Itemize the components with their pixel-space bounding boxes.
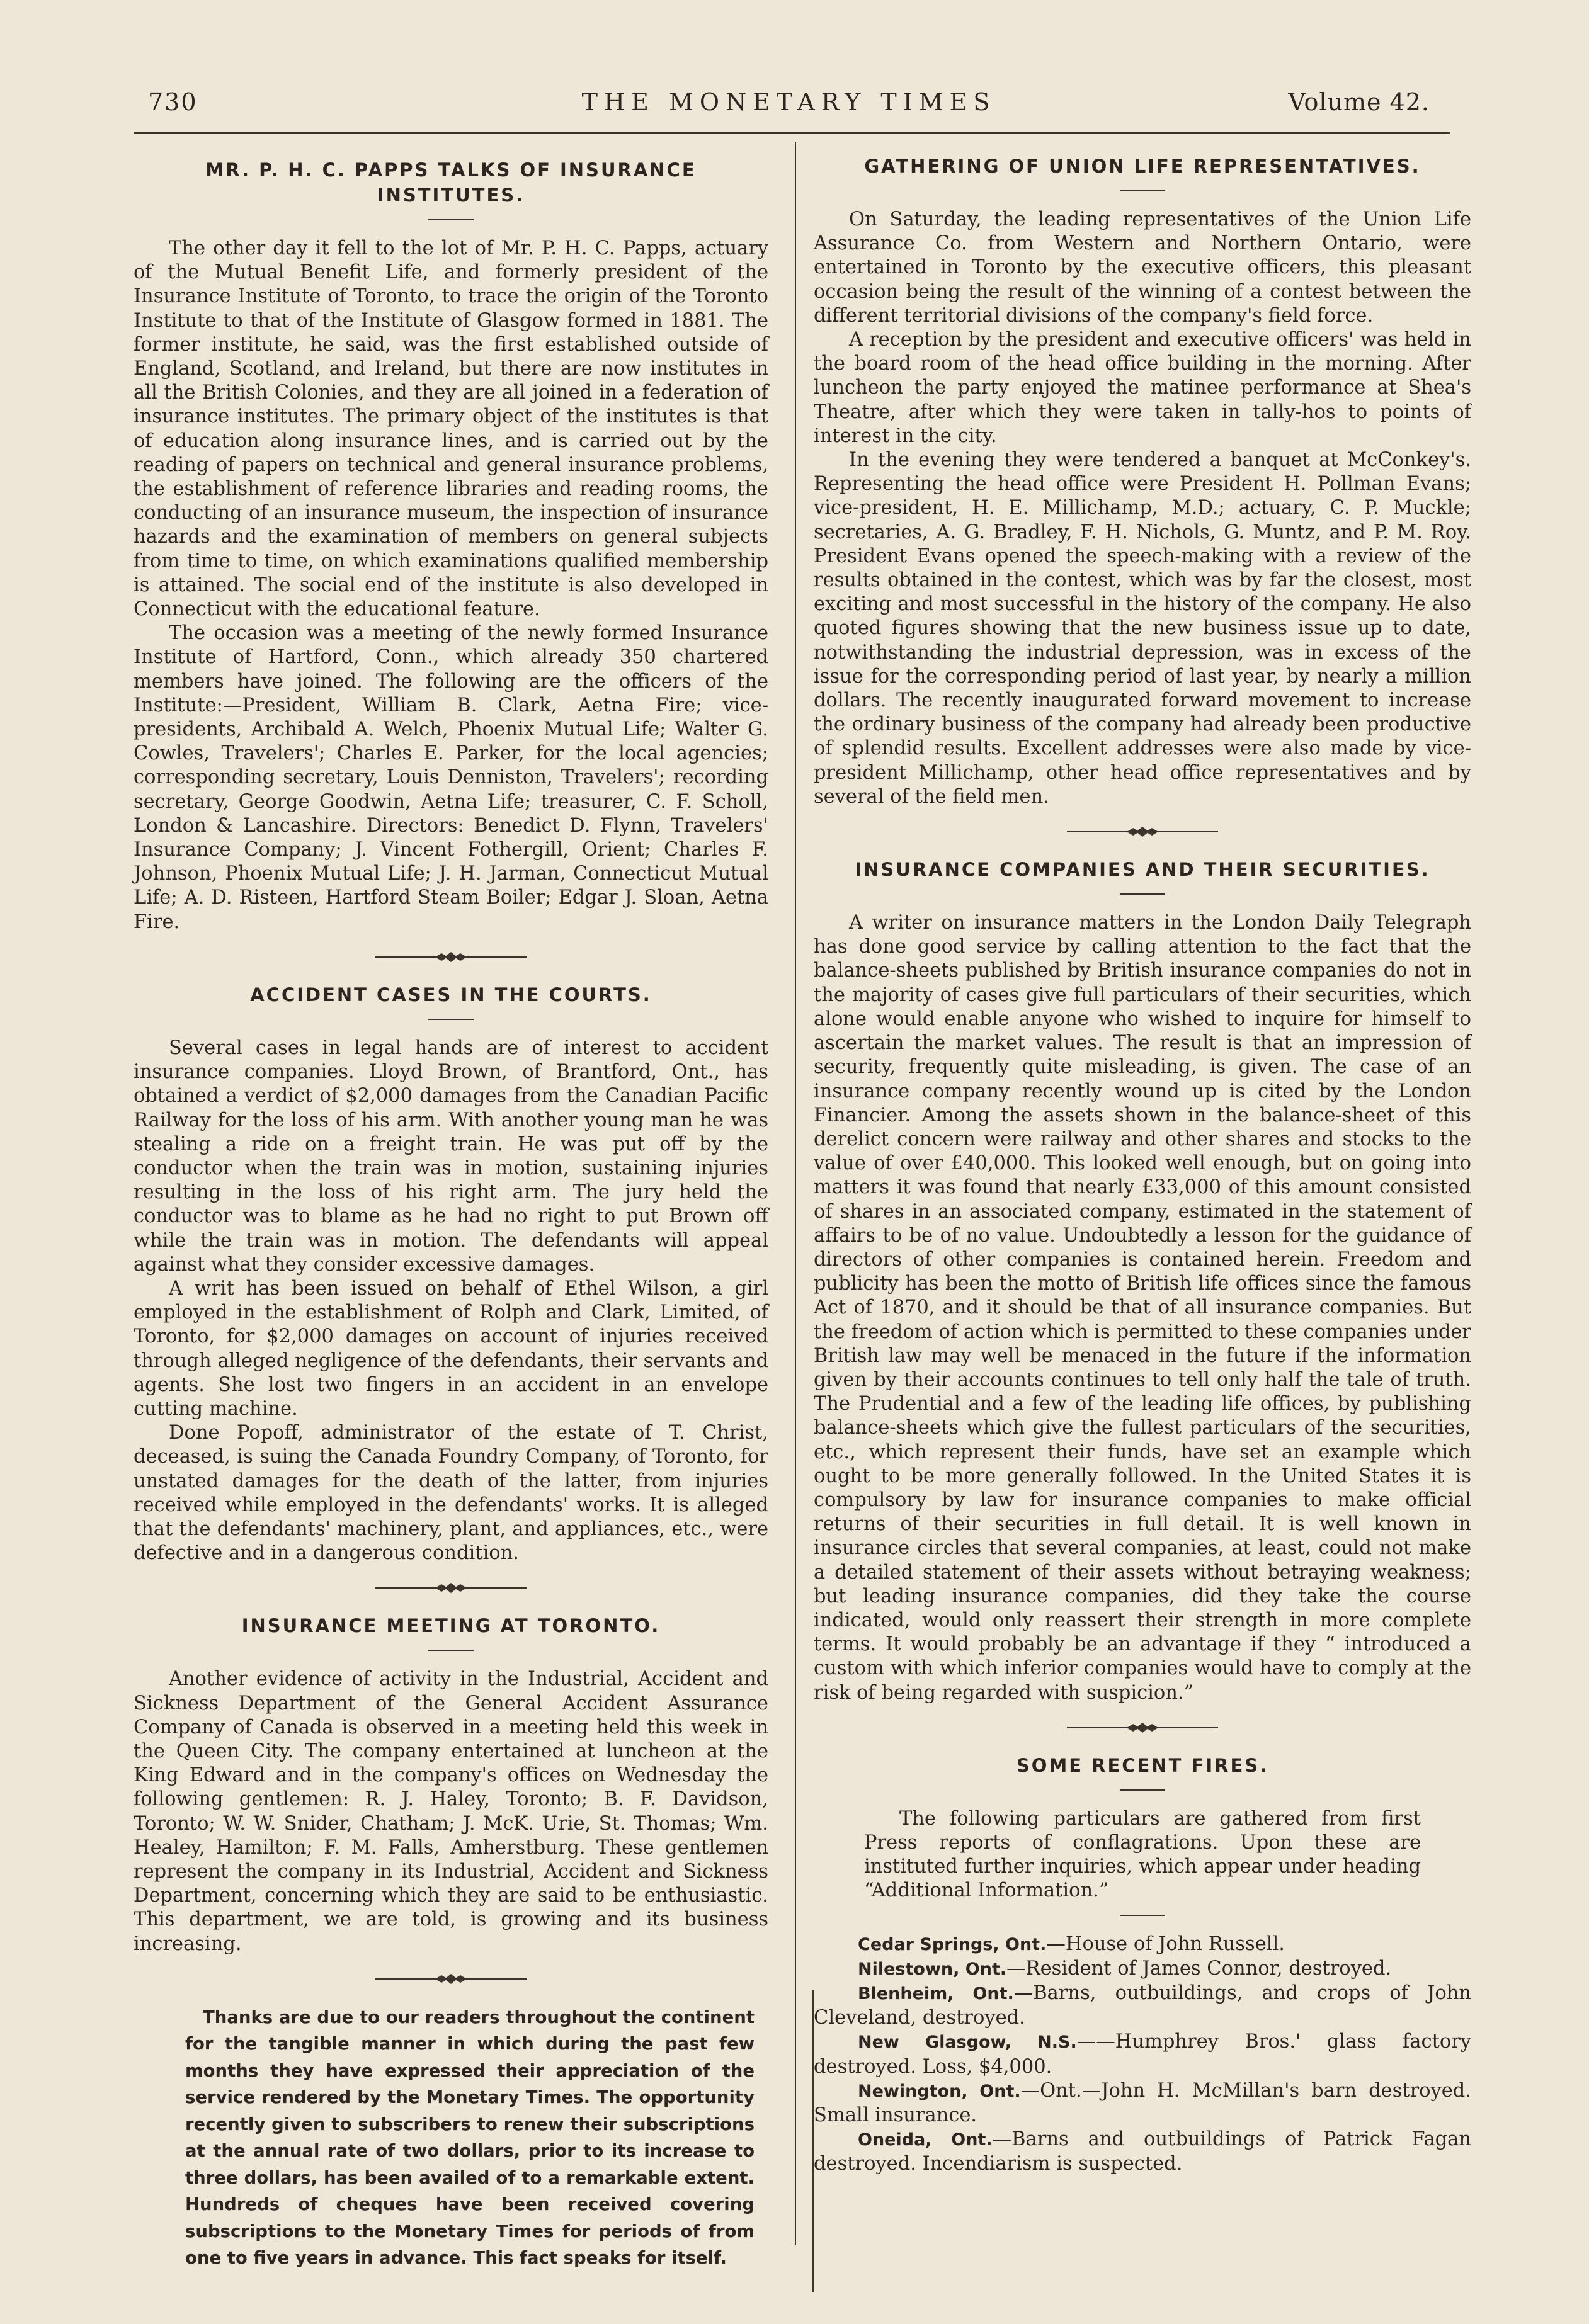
paragraph: Done Popoff, administrator of the estate of T. Christ, deceased, is suing the Canada Foundry Company, of Toronto, for unstated damages for the death of the latter, from injuries received while employed in the defendants' works. It is alleged that the defendants' machinery, plant, and appliances, etc., were defective and in a dangerous condition. — [134, 1422, 768, 1565]
ornament-divider — [1067, 1715, 1218, 1740]
fire-place: Blenheim, Ont. — [858, 1984, 1014, 2004]
publication-title: THE MONETARY TIMES — [581, 88, 996, 116]
header-rule — [134, 132, 1450, 134]
article-title: ACCIDENT CASES IN THE COURTS. — [250, 983, 652, 1006]
article-title: INSURANCE COMPANIES AND THEIR SECURITIES. — [855, 859, 1430, 881]
paragraph: Another evidence of activity in the Industrial, Accident and Sickness Department of the General Accident Assurance Company of Canada is observed in a meeting held this week in the Queen City. The company entertained at luncheon at the King Edward and in the company's offices on Wednesday the following gentlemen: R. J. Haley, Toronto; B. F. Davidson, Toronto; W. W. Snider, Chatham; J. McK. Urie, St. Thomas; Wm. Healey, Hamilton; F. M. Falls, Amherstburg. These gentlemen represent the company in its Industrial, Accident and Sickness Department, concerning which they are said to be enthusiastic. This department, we are told, is growing and its business increasing. — [134, 1668, 768, 1955]
left-column — [134, 151, 768, 2292]
paragraph: A writer on insurance matters in the London Daily Telegraph has done good service by calling attention to the fact that the balance-sheets published by British insurance companies do not in the majority of cases give full particulars of their securities, which alone would enable anyone who wished to inquire for himself to ascertain the market values. The result is that an impression of security, frequently quite misleading, is given. The case of an insurance company recently wound up is cited by the London Financier. Among the assets shown in the balance-sheet of this derelict concern were railway and other shares and stocks to the value of over £40,000. This looked well enough, but on going into matters it was found that nearly £33,000 of this amount consisted of shares in an associated company, estimated in the statement of affairs to be of no value. Undoubtedly a lesson for the guidance of directors of other companies is contained herein. Freedom and publicity has been the motto of British life offices since the famous Act of 1870, and it should be that of all insurance companies. But the freedom of action which is permitted to these companies under British law may well be menaced in the future if the information given by their accounts continues to tell only half the tale of truth. The Prudential and a few of the leading life offices, by publishing balance-sheets which give the fullest particulars of the securities, etc., which represent their funds, have set an example which ought to be more generally followed. In the United States it is compulsory by law for insurance companies to make official returns of their securities in full detail. It is well known in insurance circles that several companies, at least, could not make a detailed statement of their assets without betraying weakness; but leading insurance companies, did they take the course indicated, would only reassert their strength in more complete terms. It would probably be an advantage if they “ introduced a custom with which inferior companies would have to comply at the risk of being regarded with suspicion.” — [814, 912, 1471, 1704]
fire-place: Nilestown, Ont. — [858, 1959, 1007, 1979]
volume-label: Volume 42. — [1288, 88, 1430, 116]
fire-detail: —Barns and outbuildings of Patrick Fagan destroyed. Incendiarism is suspected. — [814, 2128, 1471, 2175]
list-item — [814, 1981, 1471, 2030]
paragraph: In the evening they were tendered a banquet at McConkey's. Representing the head office were President H. Pollman Evans; vice-president, H. E. Millichamp, M.D.; actuary, C. P. Muckle; secretaries, A. G. Bradley, F. H. Nichols, G. Muntz, and P. M. Roy. President Evans opened the speech-making with a review of the results obtained in the contest, which was by far the closest, most exciting and most successful in the history of the company. He also quoted figures showing that the new business issue up to date, notwithstanding the industrial depression, was in excess of the issue for the corresponding period of last year, by nearly a million dollars. The recently inaugurated forward movement to increase the ordinary business of the company had already been productive of splendid results. Excellent addresses were also made by vice-president Millichamp, other head office representatives and by several of the field men. — [814, 449, 1471, 808]
paragraph: A writ has been issued on behalf of Ethel Wilson, a girl employed in the establishment of Rolph and Clark, Limited, of Toronto, for $2,000 damages on account of injuries received through alleged negligence of the defendants, their servants and agents. She lost two fingers in an accident in an envelope cutting machine. — [134, 1277, 768, 1420]
title-rule — [428, 219, 474, 220]
title-rule — [1120, 1915, 1165, 1916]
fires-list — [814, 1932, 1471, 2177]
subscription-notice: Thanks are due to our readers throughout the continent for the tangible manner in which during the past few months they have expressed their appreciation of the service rendered by the Monetary Times. The opportunity recently given to subscribers to renew their subscriptions at the annual rate of two dollars, prior to its increase to three dollars, has been availed of to a remarkable extent. Hundreds of cheques have been received covering subscriptions to the Monetary Times for periods of from one to five years in advance. This fact speaks for itself. — [185, 2007, 755, 2269]
list-item — [814, 2079, 1471, 2128]
fire-detail: ——Humphrey Bros.' glass factory destroyed. Loss, $4,000. — [814, 2031, 1471, 2078]
paragraph: A reception by the president and executive officers' was held in the board room of the head office building in the morning. After luncheon the party enjoyed the matinee performance at Shea's Theatre, after which they were taken in tally-hos to points of interest in the city. — [814, 329, 1471, 447]
fires-bracket — [812, 1990, 814, 2292]
ornament-divider — [375, 1575, 527, 1601]
paragraph: Several cases in legal hands are of interest to accident insurance companies. Lloyd Brown, of Brantford, Ont., has obtained a verdict of $2,000 damages from the Canadian Pacific Railway for the loss of his arm. With another young man he was stealing a ride on a freight train. He was put off by the conductor when the train was in motion, sustaining injuries resulting in the loss of his right arm. The jury held the conductor was to blame as he had no right to put Brown off while the train was in motion. The defendants will appeal against what they consider excessive damages. — [134, 1036, 768, 1276]
paragraph: The occasion was a meeting of the newly formed Insurance Institute of Hartford, Conn., which already 350 chartered members have joined. The following are the officers of the Institute:—President, William B. Clark, Aetna Fire; vice-presidents, Archibald A. Welch, Phoenix Mutual Life; Walter G. Cowles, Travelers'; Charles E. Parker, for the local agencies; corresponding secretary, Louis Denniston, Travelers'; recording secretary, George Goodwin, Aetna Life; treasurer, C. F. Scholl, London & Lancashire. Directors: Benedict D. Flynn, Travelers' Insurance Company; J. Vincent Fothergill, Orient; Charles F. Johnson, Phoenix Mutual Life; J. H. Jarman, Connecticut Mutual Life; A. D. Risteen, Hartford Steam Boiler; Edgar J. Sloan, Aetna Fire. — [134, 622, 768, 933]
article-title: SOME RECENT FIRES. — [1016, 1754, 1269, 1776]
right-column — [814, 151, 1471, 2292]
page-number: 730 — [148, 88, 198, 116]
article-title: MR. P. H. C. PAPPS TALKS OF INSURANCE INSTITUTES. — [205, 159, 697, 206]
fire-detail: —Ont.—John H. McMillan's barn destroyed. Small insurance. — [814, 2079, 1472, 2127]
fire-detail: —Resident of James Connor, destroyed. — [1006, 1957, 1392, 1980]
list-item — [814, 1932, 1471, 1957]
paragraph: On Saturday, the leading representatives of the Union Life Assurance Co. from Western and Northern Ontario, were entertained in Toronto by the executive officers, this pleasant occasion being the result of the winning of a contest between the different territorial divisions of the company's field force. — [814, 208, 1471, 327]
title-rule — [1120, 190, 1165, 191]
title-rule — [428, 1019, 474, 1020]
fires-intro — [814, 1807, 1471, 1903]
title-rule — [428, 1650, 474, 1651]
article-title: INSURANCE MEETING AT TORONTO. — [241, 1615, 661, 1637]
column-divider — [795, 142, 796, 2245]
ornament-divider — [375, 1966, 527, 1992]
title-rule — [1120, 893, 1165, 895]
fire-detail: —House of John Russell. — [1046, 1932, 1285, 1955]
paragraph: The following particulars are gathered from first Press reports of conflagrations. Upon these are instituted further inquiries, which appear under heading “Additional Information.” — [864, 1807, 1421, 1902]
list-item — [814, 2030, 1471, 2078]
article-title: GATHERING OF UNION LIFE REPRESENTATIVES. — [864, 156, 1421, 177]
page-header — [148, 88, 1430, 126]
title-rule — [1120, 1789, 1165, 1791]
ornament-divider — [375, 944, 527, 970]
list-item — [814, 1957, 1471, 1981]
fire-place: Newington, Ont. — [858, 2081, 1021, 2101]
fire-detail: —Barns, outbuildings, and crops of John Cleveland, destroyed. — [814, 1982, 1471, 2029]
fire-place: Cedar Springs, Ont. — [858, 1934, 1047, 1954]
list-item — [814, 2128, 1471, 2176]
fire-place: Oneida, Ont. — [858, 2130, 993, 2150]
ornament-divider — [1067, 819, 1218, 844]
fire-place: New Glasgow, N.S. — [858, 2032, 1077, 2053]
paragraph: The other day it fell to the lot of Mr. P. H. C. Papps, actuary of the Mutual Benefit Life, and formerly president of the Insurance Institute of Toronto, to trace the origin of the Toronto Institute to that of the Institute of Glasgow formed in 1881. The former institute, he said, was the first established outside of England, Scotland, and Ireland, but there are now institutes in all the British Colonies, and they are all joined in a federation of insurance institutes. The primary object of the institutes is that of education along insurance lines, and is carried out by the reading of papers on technical and general insurance problems, the establishment of reference libraries and reading rooms, the conducting of an insurance museum, the inspection of insurance hazards and the examination of members on general subjects from time to time, on which examinations qualified membership is attained. The social end of the institute is also developed in Connecticut with the educational feature. — [134, 237, 768, 621]
